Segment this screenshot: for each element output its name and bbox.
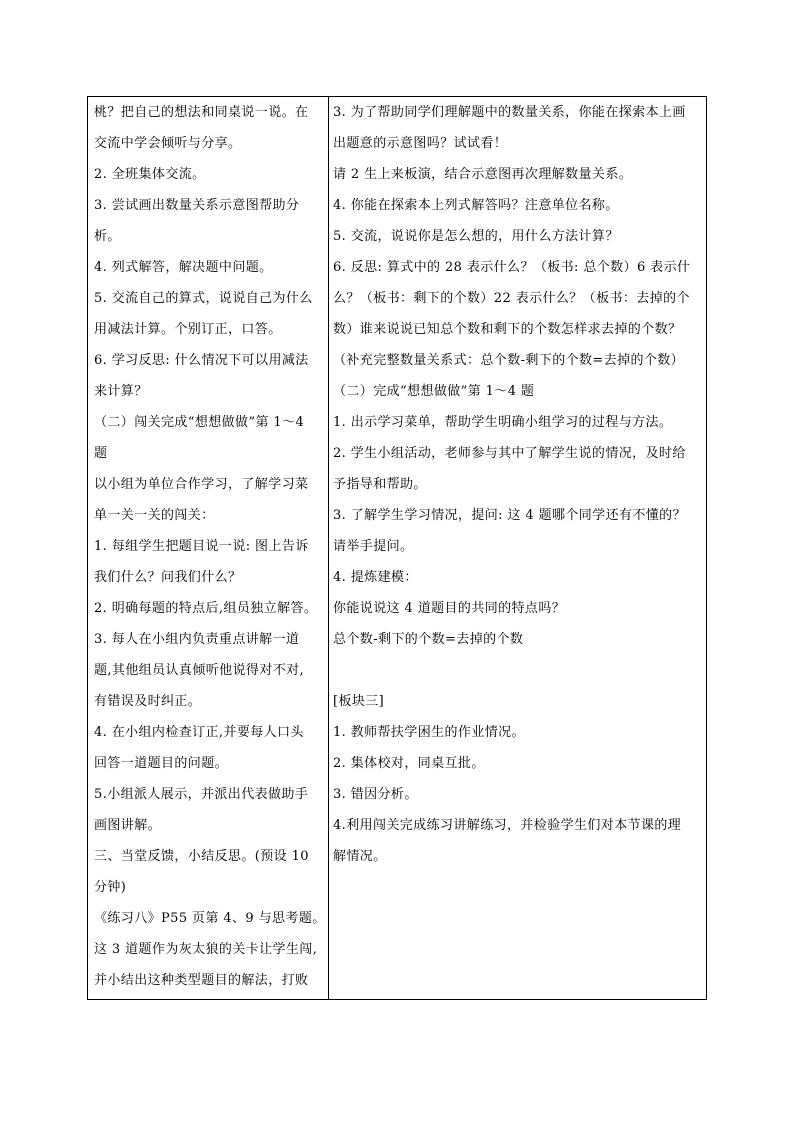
right-column-text-line: 数）谁来说说已知总个数和剩下的个数怎样求去掉的个数？ [333, 322, 682, 337]
right-column-text-line: 3. 为了帮助同学们理解题中的数量关系，你能在探索本上画 [333, 105, 686, 120]
right-column-text-line: 请举手提问。 [333, 539, 414, 554]
right-column-text-line: 出题意的示意图吗？试试看！ [333, 136, 508, 151]
right-column-text-line: 解情况。 [333, 849, 387, 864]
left-column-text-line: 《练习八》P55 页第 4、9 与思考题。 [94, 911, 326, 926]
right-column-text-line: 6. 反思: 算式中的 28 表示什么？（板书: 总个数）6 表示什 [333, 260, 691, 275]
left-column-text-line: 4. 在小组内检查订正,并要每人口头 [94, 725, 304, 740]
left-column-text-line: 析。 [94, 229, 121, 244]
left-column-text-line: 5.小组派人展示，并派出代表做助手 [94, 787, 309, 802]
left-column-text-line: 分钟) [94, 880, 127, 895]
right-column-cell [328, 97, 706, 999]
left-column-text-line: 题,其他组员认真倾听他说得对不对, [94, 663, 305, 678]
right-column-text-line: [板块三] [333, 694, 385, 709]
left-column-text-line: 画图讲解。 [94, 818, 162, 833]
right-column-text-line: （二）完成“想想做做”第 1～4 题 [333, 384, 535, 399]
left-column-text-line: 1. 每组学生把题目说一说: 图上告诉 [94, 539, 309, 554]
right-column-text-line: 么？（板书：剩下的个数）22 表示什么？（板书：去掉的个 [333, 291, 690, 306]
right-column-text-line: 4.利用闯关完成练习讲解练习，并检验学生们对本节课的理 [333, 818, 682, 833]
left-column-text-line: 并小结出这种类型题目的解法，打败 [94, 973, 309, 988]
left-column-text-line: 2. 全班集体交流。 [94, 167, 206, 182]
right-column-text-line: 2. 集体校对，同桌互批。 [333, 756, 485, 771]
left-column-text-line: 5. 交流自己的算式，说说自己为什么 [94, 291, 313, 306]
right-column-text-line: 予指导和帮助。 [333, 477, 427, 492]
left-column-text-line: 这 3 道题作为灰太狼的关卡让学生闯, [94, 942, 318, 957]
right-column-text-line: 5. 交流，说说你是怎么想的，用什么方法计算？ [333, 229, 619, 244]
left-column-text-line: 用减法计算。个别订正，口答。 [94, 322, 282, 337]
left-column-text-line: 题 [94, 446, 108, 461]
lesson-plan-table [87, 96, 707, 1000]
left-column-text-line: 以小组为单位合作学习，了解学习菜 [94, 477, 309, 492]
left-column-text-line: 桃？把自己的想法和同桌说一说。在 [94, 105, 309, 120]
right-column-text-line: 3. 错因分析。 [333, 787, 418, 802]
left-column-text-line: （二）闯关完成“想想做做”第 1～4 [94, 415, 305, 430]
right-column-text-line: 总个数-剩下的个数=去掉的个数 [333, 632, 524, 647]
left-column-text-line: 三、当堂反馈，小结反思。(预设 10 [94, 849, 309, 864]
left-column-text-line: 3. 尝试画出数量关系示意图帮助分 [94, 198, 300, 213]
right-column-text-line: 3. 了解学生学习情况，提问: 这 4 题哪个同学还有不懂的？ [333, 508, 686, 523]
left-column-text-line: 我们什么？问我们什么？ [94, 570, 242, 585]
right-column-text-line: 4. 提炼建模： [333, 570, 418, 585]
right-column-text-line: 1. 出示学习菜单，帮助学生明确小组学习的过程与方法。 [333, 415, 673, 430]
left-column-text-line: 回答一道题目的问题。 [94, 756, 229, 771]
right-column-text-line: 请 2 生上来板演，结合示意图再次理解数量关系。 [333, 167, 633, 182]
left-column-text-line: 6. 学习反思: 什么情况下可以用减法 [94, 353, 309, 368]
left-column-text-line: 有错误及时纠正。 [94, 694, 202, 709]
left-column-text-line: 交流中学会倾听与分享。 [94, 136, 242, 151]
left-column-text-line: 单一关一关的闯关： [94, 508, 215, 523]
left-column-text-line: 4. 列式解答，解决题中问题。 [94, 260, 273, 275]
right-column-text-line: 1. 教师帮扶学困生的作业情况。 [333, 725, 525, 740]
right-column-text-line: 你能说说这 4 道题目的共同的特点吗？ [333, 601, 566, 616]
right-column-text-line: 2. 学生小组活动，老师参与其中了解学生说的情况，及时给 [333, 446, 686, 461]
right-column-text-line: （补充完整数量关系式：总个数-剩下的个数=去掉的个数） [333, 353, 685, 368]
left-column-text-line: 来计算？ [94, 384, 148, 399]
left-column-text-line: 3. 每人在小组内负责重点讲解一道 [94, 632, 300, 647]
right-column-text-line: 4. 你能在探索本上列式解答吗？注意单位名称。 [333, 198, 619, 213]
left-column-cell [88, 97, 329, 999]
left-column-text-line: 2. 明确每题的特点后,组员独立解答。 [94, 601, 318, 616]
